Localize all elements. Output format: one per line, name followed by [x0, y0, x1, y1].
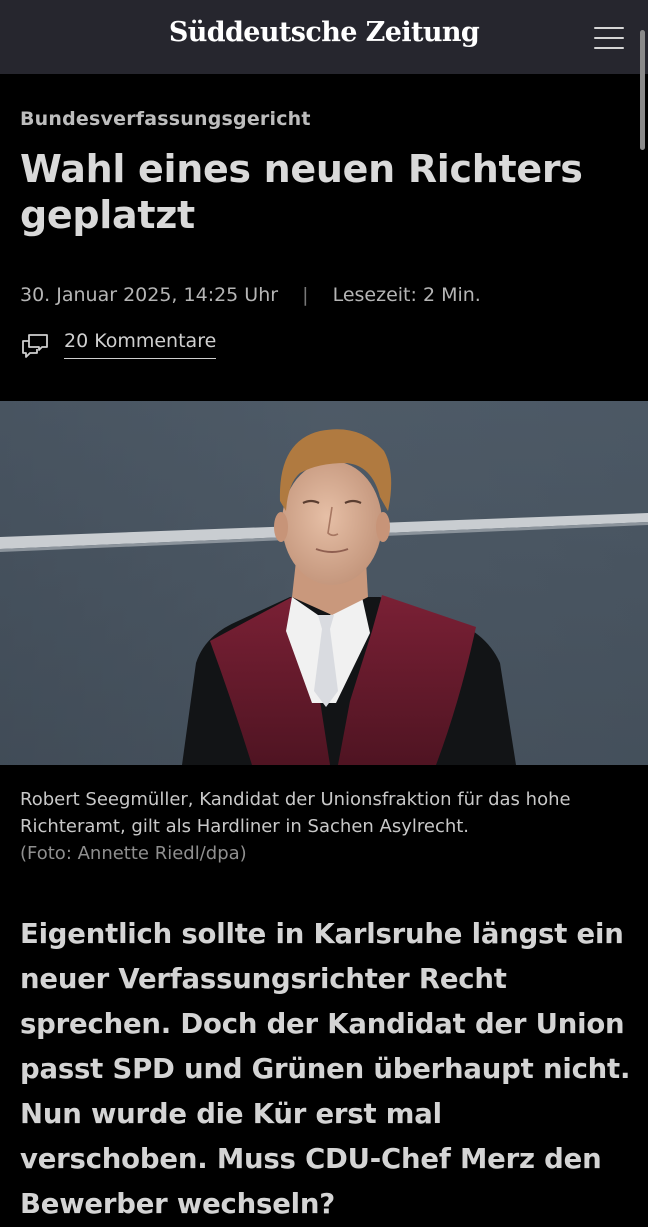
article-photo[interactable]	[0, 401, 648, 765]
scrollbar-thumb[interactable]	[640, 30, 645, 150]
photo-caption	[20, 786, 630, 867]
site-logo[interactable]: Süddeutsche Zeitung	[168, 17, 480, 48]
article-kicker[interactable]: Bundesverfassungsgericht	[20, 108, 311, 130]
comments-icon	[20, 332, 50, 358]
article-headline: Wahl eines neuen Richters geplatzt	[20, 147, 583, 237]
judge-in-robe-photo	[0, 401, 648, 765]
hamburger-menu-icon[interactable]	[594, 25, 624, 51]
caption-text: Robert Seegmüller, Kandidat der Unionsfraktion für das hohe Richteramt, gilt als Hardliner in Sachen Asylrecht.	[20, 789, 571, 837]
publish-date: 30. Januar 2025, 14:25 Uhr	[20, 284, 279, 306]
reading-time: Lesezeit: 2 Min.	[332, 284, 481, 306]
article-lead: Eigentlich sollte in Karlsruhe längst ein neuer Verfassungsrichter Recht sprechen. Doch der Kandidat der Union passt SPD und Grünen überhaupt nicht. Nun wurde die Kür erst mal verschoben. Muss CDU-Chef Merz den Bewerber wechseln?	[20, 918, 631, 1220]
comments-label[interactable]: 20 Kommentare	[64, 330, 216, 359]
meta-separator: |	[302, 284, 309, 306]
photo-credit: (Foto: Annette Riedl/dpa)	[20, 843, 247, 864]
article-meta	[20, 284, 481, 306]
top-navigation-bar	[0, 0, 648, 74]
